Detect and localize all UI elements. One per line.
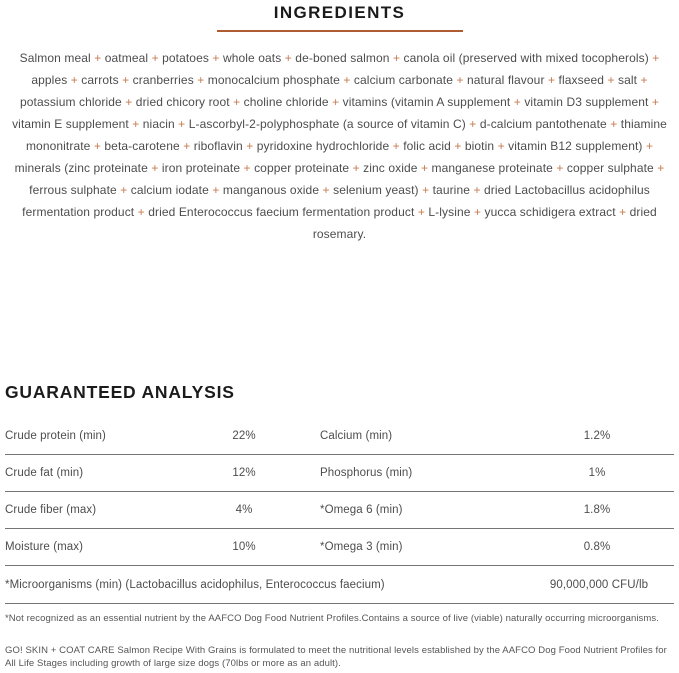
plus-separator: + <box>212 183 220 197</box>
plus-separator: + <box>322 183 330 197</box>
plus-separator: + <box>94 51 102 65</box>
plus-separator: + <box>392 139 400 153</box>
analysis-label: *Omega 3 (min) <box>320 541 403 553</box>
plus-separator: + <box>652 51 660 65</box>
table-row-microorganisms <box>5 566 674 604</box>
plus-separator: + <box>610 117 618 131</box>
guaranteed-analysis-title: GUARANTEED ANALYSIS <box>5 382 235 402</box>
plus-separator: + <box>640 73 648 87</box>
accent-underline <box>217 30 463 32</box>
table-row <box>5 529 674 566</box>
analysis-value: 0.8% <box>583 541 611 553</box>
analysis-value: 1.8% <box>583 504 611 516</box>
plus-separator: + <box>422 183 430 197</box>
plus-separator: + <box>454 139 462 153</box>
plus-separator: + <box>125 95 133 109</box>
analysis-label: *Omega 6 (min) <box>320 504 403 516</box>
analysis-value: 1% <box>588 467 606 479</box>
plus-separator: + <box>645 139 654 153</box>
plus-separator: + <box>497 139 505 153</box>
ingredients-text: Salmon meal + oatmeal + potatoes + whole oats + de-boned salmon + canola oil (preserved with mixed tocopherols) + apples + carrots + cranberries + monocalcium phosphate + calcium carbonate + natural flavour + flaxseed + salt + potassium chloride + dried chicory root + choline chloride + vitamins (vitamin A supplement + vitamin D3 supplement + vitamin E supplement + niacin + L-ascorbyl-2-polyphosphate (a source of vitamin C) + d-calcium pantothenate + thiamine mononitrate + beta-carotene + riboflavin + pyridoxine hydrochloride + folic acid + biotin + vitamin B12 supplement) + minerals (zinc proteinate + iron proteinate + copper proteinate + zinc oxide + manganese proteinate + copper sulphate + ferrous sulphate + calcium iodate + manganous oxide + selenium yeast) + taurine + dried Lactobacillus acidophilus fermentation product + dried Enterococcus faecium fermentation product + L-lysine + yucca schidigera extract + dried rosemary. <box>12 51 667 241</box>
plus-separator: + <box>619 205 627 219</box>
analysis-label: Moisture (max) <box>5 541 84 553</box>
plus-separator: + <box>343 73 351 87</box>
plus-separator: + <box>513 95 521 109</box>
guaranteed-analysis-table <box>5 418 674 604</box>
plus-separator: + <box>417 205 425 219</box>
plus-separator: + <box>120 183 128 197</box>
analysis-label: Calcium (min) <box>320 430 393 442</box>
plus-separator: + <box>178 117 186 131</box>
plus-separator: + <box>233 95 241 109</box>
analysis-label: Phosphorus (min) <box>320 467 413 479</box>
plus-separator: + <box>469 117 477 131</box>
plus-separator: + <box>547 73 556 87</box>
plus-separator: + <box>651 95 660 109</box>
plus-separator: + <box>332 95 340 109</box>
plus-separator: + <box>556 161 564 175</box>
plus-separator: + <box>473 183 481 197</box>
plus-separator: + <box>151 161 159 175</box>
plus-separator: + <box>137 205 145 219</box>
footnote-aafco-nutrient: *Not recognized as an essential nutrient by the AAFCO Dog Food Nutrient Profiles.Contains a source of live (viable) naturally occurring microorganisms. <box>5 613 660 624</box>
analysis-label: Crude fat (min) <box>5 467 84 479</box>
plus-separator: + <box>420 161 429 175</box>
plus-separator: + <box>473 205 482 219</box>
analysis-label: *Microorganisms (min) (Lactobacillus acidophilus, Enterococcus faecium) <box>5 578 385 591</box>
footnote-formulation-statement: GO! SKIN + COAT CARE Salmon Recipe With Grains is formulated to meet the nutritional levels established by the AAFCO Dog Food Nutrient Profiles for All Life Stages including growth of large size dogs (70lbs or more as an adult). <box>5 645 667 669</box>
plus-separator: + <box>93 139 101 153</box>
analysis-label: Crude protein (min) <box>5 430 106 442</box>
analysis-value: 4% <box>235 504 253 516</box>
plus-separator: + <box>607 73 615 87</box>
plus-separator: + <box>243 161 251 175</box>
plus-separator: + <box>284 51 292 65</box>
plus-separator: + <box>70 73 78 87</box>
plus-separator: + <box>212 51 220 65</box>
analysis-value: 22% <box>232 430 256 442</box>
table-row <box>5 492 674 529</box>
plus-separator: + <box>352 161 360 175</box>
plus-separator: + <box>657 161 665 175</box>
analysis-value: 1.2% <box>583 430 611 442</box>
plus-separator: + <box>392 51 401 65</box>
analysis-value: 90,000,000 CFU/lb <box>549 578 649 591</box>
table-row <box>5 455 674 492</box>
plus-separator: + <box>197 73 205 87</box>
plus-separator: + <box>183 139 191 153</box>
plus-separator: + <box>122 73 130 87</box>
ingredients-title: INGREDIENTS <box>273 3 406 22</box>
plus-separator: + <box>151 51 159 65</box>
analysis-value: 10% <box>232 541 256 553</box>
table-row <box>5 418 674 455</box>
plus-separator: + <box>246 139 254 153</box>
plus-separator: + <box>132 117 140 131</box>
analysis-value: 12% <box>232 467 256 479</box>
plus-separator: + <box>456 73 464 87</box>
analysis-label: Crude fiber (max) <box>5 504 97 516</box>
